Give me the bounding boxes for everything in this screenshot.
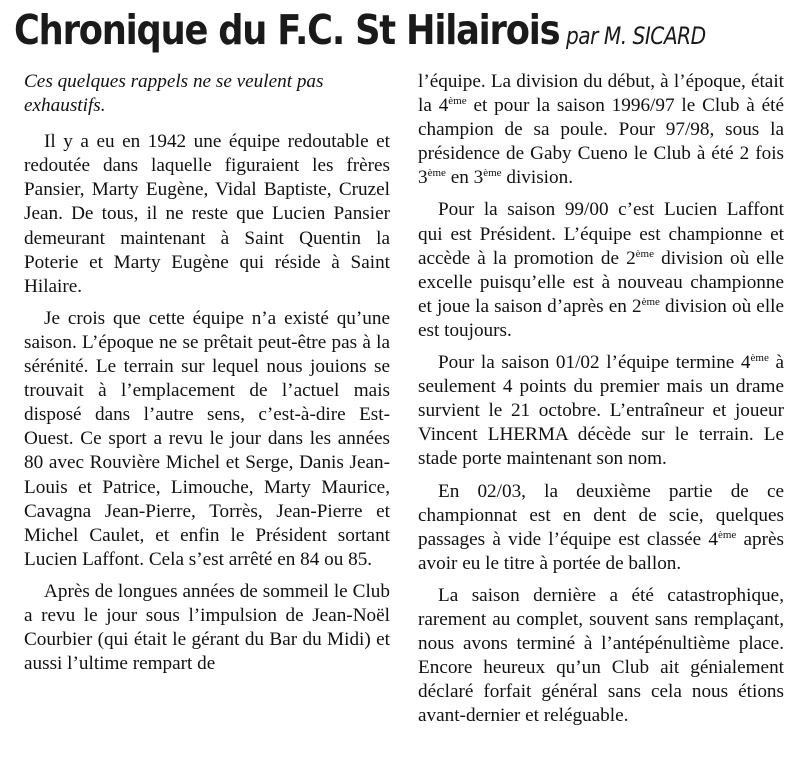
paragraph-last-season: La saison dernière a été catastrophique, rarement au complet, souvent sans remplaçant, nous avons terminé à l’antépénultième place. Encore heureux qu’un Club ait génialement déclaré forfait général sans cela nous étions avant-dernier et reléguable. xyxy=(418,584,784,727)
author-byline: par M. SICARD xyxy=(566,22,706,50)
article-header xyxy=(14,6,732,66)
paragraph-first-season: Je crois que cette équipe n’a existé qu’une saison. L’époque ne se prêtait peut-être pas à la sérénité. Le terrain sur lequel nous jouions se trouvait à l’emplacement de l’actuel mais disposé dans l’autre sens, c’est-à-dire Est-Ouest. Ce sport a revu le jour dans les années 80 avec Rouvière Michel et Serge, Danis Jean-Louis et Patrice, Limouche, Marty Maurice, Cavagna Jean-Pierre, Torrès, Jean-Pierre et Michel Caulet, et enfin le Président sortant Lucien Laffont. Cela s’est arrêté en 84 ou 85. xyxy=(24,307,390,570)
article-column-left xyxy=(24,70,390,684)
paragraph-club-revival: Après de longues années de sommeil le Club a revu le jour sous l’impulsion de Jean-Noël Courbier (qui était le gérant du Bar du Midi) et aussi l’ultime rempart de xyxy=(24,580,390,675)
paragraph-club-revival-continued: l’équipe. La division du début, à l’époque, était la 4ème et pour la saison 1996/97 le Club à été champion de sa poule. Pour 97/98, sous la présidence de Gaby Cueno le Club à été 2 fois 3ème en 3ème division. xyxy=(418,71,784,189)
paragraph-season-99-00: Pour la saison 99/00 c’est Lucien Laffont qui est Président. L’équipe est championne et accède à la promotion de 2ème division où elle excelle puisqu’elle est à nouveau championne et joue la saison d’après en 2ème division où elle est toujours. xyxy=(418,199,784,341)
intro-paragraph: Ces quelques rappels ne se veulent pas exhaustifs. xyxy=(24,71,324,117)
article-title: Chronique du F.C. St Hilairois xyxy=(14,6,560,54)
article-column-right xyxy=(418,70,784,736)
paragraph-season-02-03: En 02/03, la deuxième partie de ce championnat est en dent de scie, quelques passages à vide l’équipe est classée 4ème après avoir eu le titre à portée de ballon. xyxy=(418,480,784,574)
paragraph-season-01-02: Pour la saison 01/02 l’équipe termine 4ème à seulement 4 points du premier mais un drame survient le 21 octobre. L’entraîneur et joueur Vincent LHERMA décède sur le terrain. Le stade porte maintenant son nom. xyxy=(418,352,784,470)
paragraph-1942-team: Il y a eu en 1942 une équipe redoutable et redoutée dans laquelle figuraient les frères Pansier, Marty Eugène, Vidal Baptiste, Cruzel Jean. De tous, il ne reste que Lucien Pansier demeurant maintenant à Saint Quentin la Poterie et Marty Eugène qui réside à Saint Hilaire. xyxy=(24,131,390,297)
